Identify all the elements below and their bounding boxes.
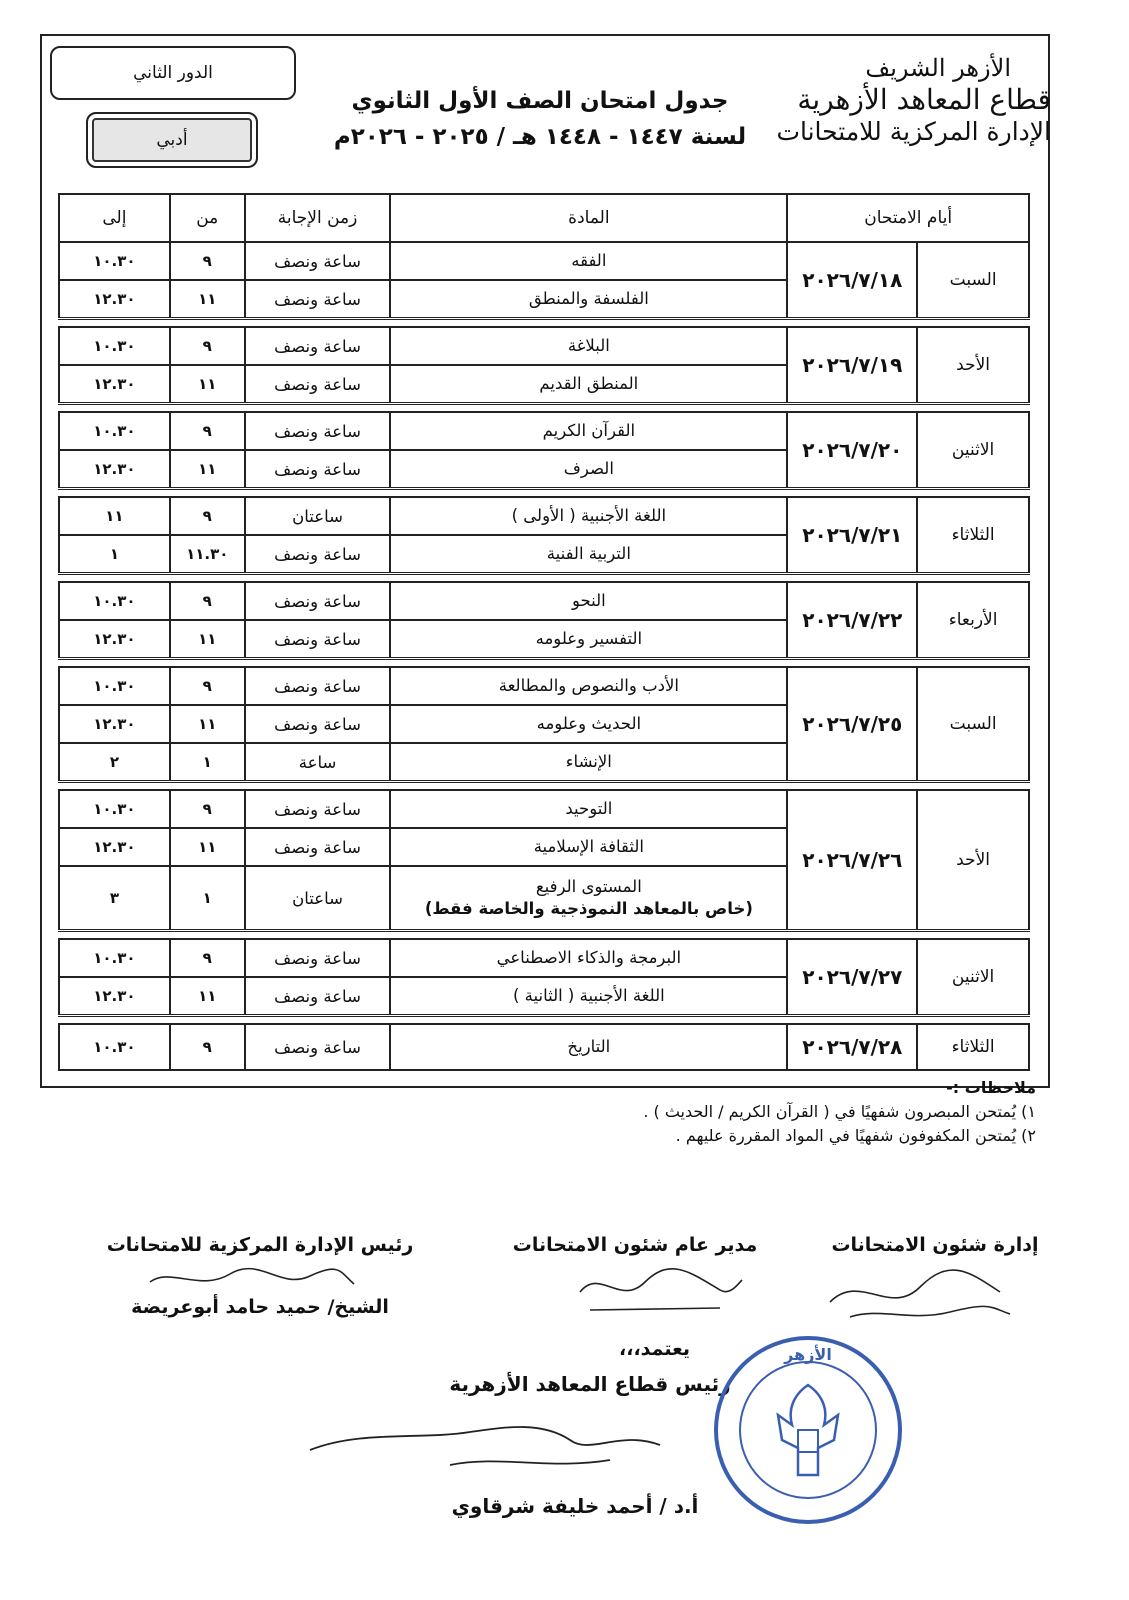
- exam-day: الثلاثاء: [917, 1024, 1029, 1070]
- subject-cell: [390, 743, 787, 782]
- to-time: ١٠.٣٠: [59, 242, 170, 280]
- exam-date: ٢٠٢٦/٧/٢٧: [787, 939, 917, 1016]
- to-time: ١٢.٣٠: [59, 705, 170, 743]
- exam-day: الأحد: [917, 790, 1029, 931]
- duration-cell: ساعة ونصف: [245, 790, 391, 828]
- group-separator: [59, 404, 1029, 413]
- from-time: ١١: [170, 280, 245, 319]
- subject-name: الحديث وعلومه: [536, 714, 642, 733]
- group-separator: [59, 782, 1029, 791]
- from-time: ١: [170, 866, 245, 931]
- from-time: ٩: [170, 497, 245, 535]
- table-row: [59, 412, 1029, 450]
- subject-name: التفسير وعلومه: [535, 629, 643, 648]
- exam-date: ٢٠٢٦/٧/١٨: [787, 242, 917, 319]
- signatory-name-sheikh: الشيخ/ حميد حامد أبوعريضة: [131, 1296, 389, 1318]
- group-separator: [59, 489, 1029, 498]
- from-time: ١١: [170, 450, 245, 489]
- to-time: ١٠.٣٠: [59, 790, 170, 828]
- to-time: ١٠.٣٠: [59, 1024, 170, 1070]
- from-time: ١: [170, 743, 245, 782]
- subject-name: التربية الفنية: [546, 544, 631, 563]
- duration-cell: ساعة ونصف: [245, 450, 391, 489]
- approver-title: رئيس قطاع المعاهد الأزهرية: [449, 1372, 731, 1396]
- from-time: ٩: [170, 412, 245, 450]
- academic-year: لسنة ١٤٤٧ - ١٤٤٨ هـ / ٢٠٢٥ - ٢٠٢٦م: [333, 124, 747, 150]
- to-time: ١٠.٣٠: [59, 582, 170, 620]
- header-duration: زمن الإجابة: [245, 194, 391, 242]
- duration-cell: ساعة ونصف: [245, 365, 391, 404]
- group-separator: [59, 659, 1029, 668]
- round-label: الدور الثاني: [133, 63, 213, 83]
- group-separator: [59, 574, 1029, 583]
- to-time: ١: [59, 535, 170, 574]
- signature-general-director: مدير عام شئون الامتحانات: [512, 1234, 758, 1256]
- subject-name: النحو: [571, 591, 606, 610]
- duration-cell: ساعتان: [245, 497, 391, 535]
- subject-name: الإنشاء: [565, 752, 612, 771]
- approval-label: يعتمد،،،: [619, 1338, 690, 1360]
- exam-day: الأربعاء: [917, 582, 1029, 659]
- from-time: ٩: [170, 667, 245, 705]
- table-row: [59, 497, 1029, 535]
- org-line-azhar: الأزهر الشريف: [865, 54, 1011, 82]
- group-separator: [59, 319, 1029, 328]
- note-item-1: ١) يُمتحن المبصرون شفهيًا في ( القرآن الكريم / الحديث ) .: [643, 1102, 1036, 1121]
- subject-cell: [390, 790, 787, 828]
- subject-name: البرمجة والذكاء الاصطناعي: [496, 948, 682, 967]
- schedule-body: [59, 242, 1029, 1070]
- subject-cell: [390, 535, 787, 574]
- duration-cell: ساعة ونصف: [245, 828, 391, 866]
- from-time: ١١: [170, 977, 245, 1016]
- subject-cell: [390, 1024, 787, 1070]
- to-time: ١٢.٣٠: [59, 828, 170, 866]
- table-row: [59, 327, 1029, 365]
- subject-name: اللغة الأجنبية ( الأولى ): [511, 506, 667, 525]
- subject-cell: [390, 977, 787, 1016]
- signature-central-admin-head: رئيس الإدارة المركزية للامتحانات: [106, 1234, 414, 1256]
- table-row: [59, 667, 1029, 705]
- from-time: ٩: [170, 1024, 245, 1070]
- header-exam-days: أيام الامتحان: [787, 194, 1029, 242]
- duration-cell: ساعة ونصف: [245, 242, 391, 280]
- from-time: ٩: [170, 242, 245, 280]
- duration-cell: ساعة ونصف: [245, 939, 391, 977]
- duration-cell: ساعة ونصف: [245, 327, 391, 365]
- subject-cell: [390, 667, 787, 705]
- subject-name: الصرف: [563, 459, 614, 478]
- signature-exam-affairs-dept: إدارة شئون الامتحانات: [831, 1234, 1039, 1256]
- subject-cell: [390, 450, 787, 489]
- exam-date: ٢٠٢٦/٧/٢١: [787, 497, 917, 574]
- subject-cell: [390, 280, 787, 319]
- header-subject: المادة: [390, 194, 787, 242]
- page-title: جدول امتحان الصف الأول الثانوي: [351, 88, 729, 114]
- from-time: ٩: [170, 327, 245, 365]
- group-separator: [59, 931, 1029, 940]
- table-row: [59, 582, 1029, 620]
- to-time: ١٠.٣٠: [59, 327, 170, 365]
- subject-note: (خاص بالمعاهد النموذجية والخاصة فقط): [424, 899, 753, 918]
- subject-name: اللغة الأجنبية ( الثانية ): [512, 986, 665, 1005]
- to-time: ٣: [59, 866, 170, 931]
- subject-cell: [390, 705, 787, 743]
- org-line-central-admin: الإدارة المركزية للامتحانات: [776, 117, 1051, 146]
- subject-name: البلاغة: [567, 336, 610, 355]
- org-line-sector: قطاع المعاهد الأزهرية: [797, 83, 1051, 116]
- organization-header: [776, 52, 1051, 148]
- exam-day: السبت: [917, 667, 1029, 782]
- to-time: ١٢.٣٠: [59, 620, 170, 659]
- approver-name: أ.د / أحمد خليفة شرقاوي: [451, 1494, 699, 1518]
- subject-name: القرآن الكريم: [542, 421, 636, 440]
- from-time: ٩: [170, 582, 245, 620]
- subject-cell: [390, 582, 787, 620]
- subject-cell: [390, 365, 787, 404]
- from-time: ١١.٣٠: [170, 535, 245, 574]
- duration-cell: ساعتان: [245, 866, 391, 931]
- subject-name: المنطق القديم: [539, 374, 639, 393]
- exam-day: الاثنين: [917, 939, 1029, 1016]
- subject-cell: [390, 497, 787, 535]
- exam-date: ٢٠٢٦/٧/٢٠: [787, 412, 917, 489]
- table-row: [59, 790, 1029, 828]
- to-time: ١٠.٣٠: [59, 939, 170, 977]
- subject-cell: [390, 828, 787, 866]
- duration-cell: ساعة ونصف: [245, 620, 391, 659]
- duration-cell: ساعة ونصف: [245, 582, 391, 620]
- handwritten-signature-director: [570, 1262, 750, 1322]
- duration-cell: ساعة ونصف: [245, 1024, 391, 1070]
- from-time: ١١: [170, 365, 245, 404]
- exam-schedule-table: [58, 193, 1030, 1071]
- from-time: ١١: [170, 705, 245, 743]
- handwritten-signature-approver: [300, 1410, 690, 1490]
- from-time: ٩: [170, 939, 245, 977]
- subject-name: الأدب والنصوص والمطالعة: [498, 676, 679, 695]
- exam-day: السبت: [917, 242, 1029, 319]
- group-separator: [59, 1016, 1029, 1025]
- to-time: ١٠.٣٠: [59, 667, 170, 705]
- subject-name: المستوى الرفيع: [535, 877, 642, 896]
- duration-cell: ساعة: [245, 743, 391, 782]
- exam-day: الثلاثاء: [917, 497, 1029, 574]
- duration-cell: ساعة ونصف: [245, 705, 391, 743]
- subject-name: الثقافة الإسلامية: [533, 837, 644, 856]
- subject-name: الفقه: [571, 251, 607, 270]
- exam-date: ٢٠٢٦/٧/٢٨: [787, 1024, 917, 1070]
- track-box: [86, 112, 258, 168]
- duration-cell: ساعة ونصف: [245, 280, 391, 319]
- from-time: ١١: [170, 828, 245, 866]
- exam-date: ٢٠٢٦/٧/١٩: [787, 327, 917, 404]
- table-header-row: [59, 194, 1029, 242]
- table-row: [59, 939, 1029, 977]
- duration-cell: ساعة ونصف: [245, 977, 391, 1016]
- to-time: ١٠.٣٠: [59, 412, 170, 450]
- subject-cell: [390, 866, 787, 931]
- header-to: إلى: [59, 194, 170, 242]
- handwritten-signature-dept: [820, 1262, 1020, 1332]
- note-item-2: ٢) يُمتحن المكفوفون شفهيًا في المواد المقررة عليهم .: [675, 1126, 1036, 1145]
- subject-name: التوحيد: [565, 799, 613, 818]
- subject-cell: [390, 620, 787, 659]
- seal-text: الأزهر: [784, 1345, 832, 1364]
- exam-date: ٢٠٢٦/٧/٢٢: [787, 582, 917, 659]
- header-from: من: [170, 194, 245, 242]
- to-time: ١١: [59, 497, 170, 535]
- exam-date: ٢٠٢٦/٧/٢٥: [787, 667, 917, 782]
- track-label: أدبي: [156, 130, 188, 150]
- duration-cell: ساعة ونصف: [245, 667, 391, 705]
- table-row: [59, 242, 1029, 280]
- azhar-stamp-seal: [708, 1330, 908, 1530]
- subject-name: التاريخ: [567, 1037, 611, 1056]
- from-time: ١١: [170, 620, 245, 659]
- handwritten-signature-head: [140, 1262, 360, 1298]
- subject-name: الفلسفة والمنطق: [528, 289, 649, 308]
- notes-section: [643, 1076, 1036, 1148]
- duration-cell: ساعة ونصف: [245, 412, 391, 450]
- to-time: ١٢.٣٠: [59, 977, 170, 1016]
- exam-day: الاثنين: [917, 412, 1029, 489]
- subject-cell: [390, 242, 787, 280]
- subject-cell: [390, 939, 787, 977]
- duration-cell: ساعة ونصف: [245, 535, 391, 574]
- to-time: ٢: [59, 743, 170, 782]
- subject-cell: [390, 412, 787, 450]
- to-time: ١٢.٣٠: [59, 365, 170, 404]
- exam-date: ٢٠٢٦/٧/٢٦: [787, 790, 917, 931]
- exam-day: الأحد: [917, 327, 1029, 404]
- subject-cell: [390, 327, 787, 365]
- to-time: ١٢.٣٠: [59, 280, 170, 319]
- table-row: [59, 1024, 1029, 1070]
- from-time: ٩: [170, 790, 245, 828]
- to-time: ١٢.٣٠: [59, 450, 170, 489]
- notes-heading: ملاحظات :-: [946, 1078, 1036, 1097]
- round-box: [50, 46, 296, 100]
